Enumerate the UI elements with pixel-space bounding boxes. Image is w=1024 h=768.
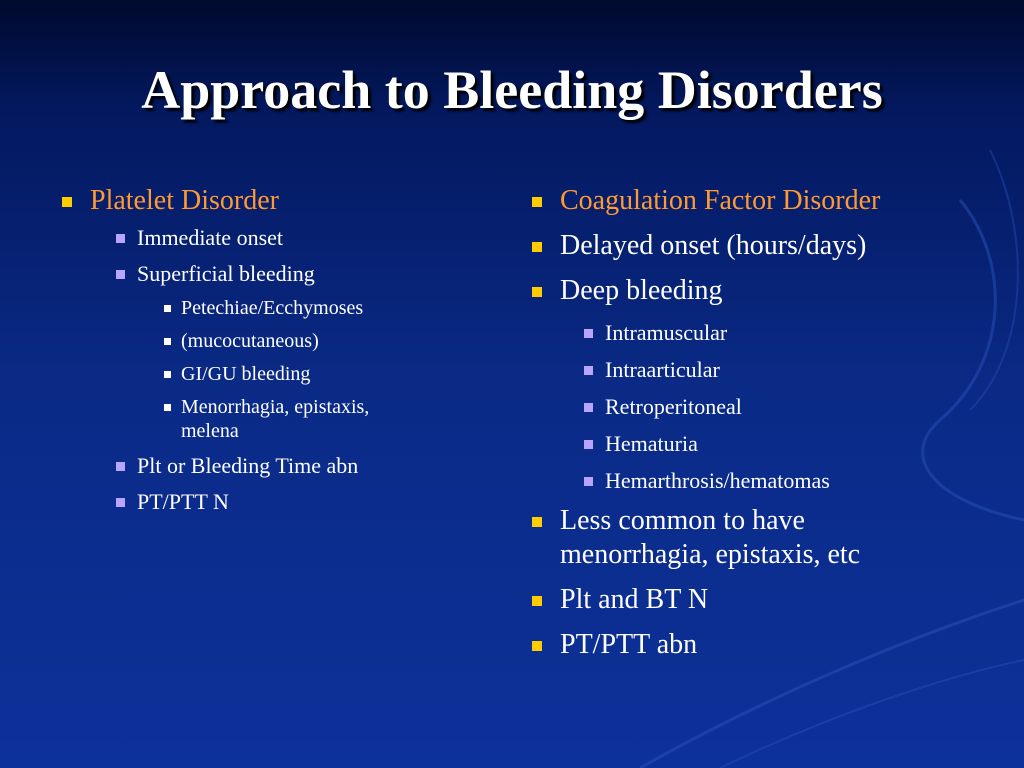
list-item-text: Deep bleeding [560, 275, 723, 306]
list-item [116, 452, 462, 479]
square-bullet-icon [116, 234, 125, 243]
list-item [532, 628, 972, 662]
square-bullet-icon [532, 287, 542, 297]
square-bullet-icon [532, 242, 542, 252]
left-heading: Platelet Disorder [90, 185, 279, 216]
list-item [532, 229, 972, 263]
slide-title: Approach to Bleeding Disorders [141, 60, 883, 120]
left-heading-item [62, 184, 462, 218]
square-bullet-icon [584, 440, 593, 449]
list-item [532, 504, 912, 572]
square-bullet-icon [164, 338, 171, 345]
square-bullet-icon [116, 498, 125, 507]
square-bullet-icon [164, 404, 171, 411]
list-item [532, 274, 972, 308]
sub-list-item [164, 395, 424, 443]
sub-list-item-text: Petechiae/Ecchymoses [181, 297, 364, 319]
list-item-text: Delayed onset (hours/days) [560, 230, 867, 261]
list-item [116, 224, 462, 251]
sub-list-item-text: Intraarticular [605, 357, 720, 382]
square-bullet-icon [532, 596, 542, 606]
sub-list-item [164, 329, 462, 353]
sub-list-item-text: GI/GU bleeding [181, 363, 311, 385]
sub-list-item-text: Hemarthrosis/hematomas [605, 468, 830, 493]
square-bullet-icon [532, 641, 542, 651]
sub-list-item-text: Intramuscular [605, 320, 728, 345]
list-item-text: PT/PTT abn [560, 629, 698, 660]
square-bullet-icon [584, 366, 593, 375]
sub-list-item [164, 296, 462, 320]
sub-list-item-text: Retroperitoneal [605, 394, 742, 419]
list-item-text: Superficial bleeding [137, 261, 315, 286]
square-bullet-icon [584, 477, 593, 486]
square-bullet-icon [62, 197, 72, 207]
sub-list-item [584, 393, 972, 420]
right-column [532, 184, 972, 673]
square-bullet-icon [164, 305, 171, 312]
list-item [116, 488, 462, 515]
list-item-text: Less common to have menorrhagia, epistaxis, etc [560, 505, 861, 570]
list-item-text: Plt and BT N [560, 584, 709, 615]
list-item [116, 260, 462, 287]
list-item-text: Immediate onset [137, 225, 284, 250]
sub-list-item-text: Hematuria [605, 431, 698, 456]
sub-list-item [584, 430, 972, 457]
square-bullet-icon [116, 270, 125, 279]
sub-list-item-text: Menorrhagia, epistaxis, melena [181, 396, 370, 442]
square-bullet-icon [164, 371, 171, 378]
square-bullet-icon [532, 517, 542, 527]
square-bullet-icon [116, 462, 125, 471]
list-item-text: Plt or Bleeding Time abn [137, 453, 359, 478]
sub-list-item [584, 356, 972, 383]
sub-list-item [584, 467, 972, 494]
square-bullet-icon [584, 329, 593, 338]
list-item [532, 583, 972, 617]
square-bullet-icon [584, 403, 593, 412]
right-heading: Coagulation Factor Disorder [560, 185, 881, 216]
square-bullet-icon [532, 197, 542, 207]
sub-list-item-text: (mucocutaneous) [181, 330, 319, 352]
left-column [62, 184, 462, 524]
sub-list-item [584, 319, 972, 346]
right-heading-item [532, 184, 972, 218]
list-item-text: PT/PTT N [137, 489, 229, 514]
sub-list-item [164, 362, 462, 386]
